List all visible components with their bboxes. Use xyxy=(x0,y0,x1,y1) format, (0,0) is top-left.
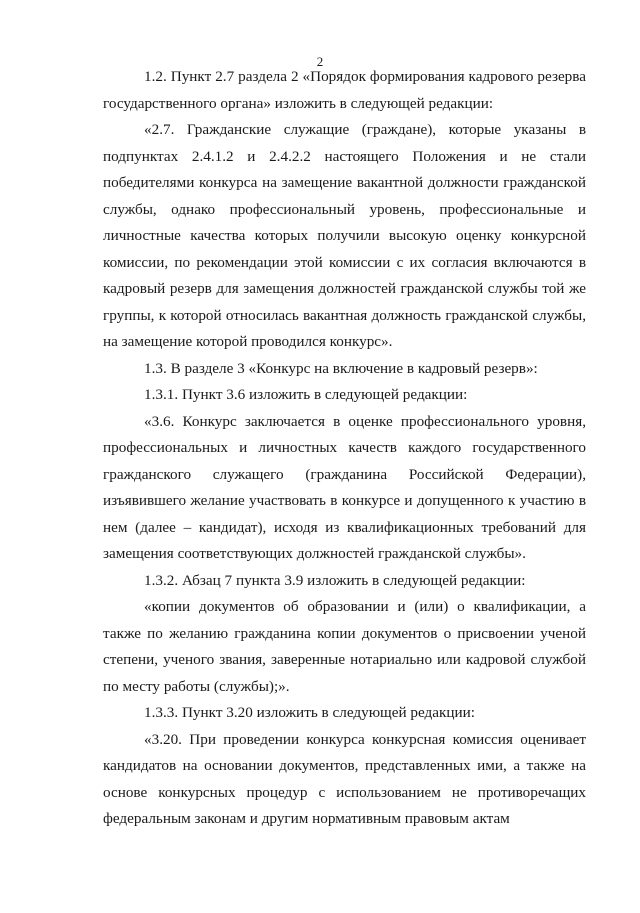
paragraph-1-3-2: 1.3.2. Абзац 7 пункта 3.9 изложить в следующей редакции: xyxy=(144,571,526,589)
paragraph-1-3-1: 1.3.1. Пункт 3.6 изложить в следующей редакции: xyxy=(144,386,468,403)
paragraph-1-2: 1.2. Пункт 2.7 раздела 2 «Порядок формирования кадрового резерва государственного органа» изложить в следующей редакции: xyxy=(103,68,586,112)
paragraph-1-3: 1.3. В разделе 3 «Конкурс на включение в кадровый резерв»: xyxy=(144,359,538,377)
paragraph-3-6-text: «3.6. Конкурс заключается в оценке профессионального уровня, профессиональных и личностных качеств каждого государственного гражданского служащего (гражданина Российской Федерации), изъявившего желание участвовать в конкурсе и допущенного к участию в нем (далее – кандидат), исходя из квалификационных требований для замещения соответствующих должностей гражданской службы». xyxy=(103,412,586,562)
document-body xyxy=(103,64,586,833)
paragraph-2-7-text: «2.7. Гражданские служащие (граждане), которые указаны в подпунктах 2.4.1.2 и 2.4.2.2 настоящего Положения и не стали победителями конкурса на замещение вакантной должности гражданской службы, однако профессиональный уровень, профессиональные и личностные качества которых получили высокую оценку конкурсной комиссии, по рекомендации этой комиссии с их согласия включаются в кадровый резерв для замещения должностей гражданской службы той же группы, к которой относилась вакантная должность гражданской службы, на замещение которой проводился конкурс». xyxy=(103,121,586,350)
page-number: 2 xyxy=(316,54,324,69)
paragraph-3-9-text: «копии документов об образовании и (или) о квалификации, а также по желанию гражданина копии документов о присвоении ученой степени, ученого звания, заверенные нотариально или кадровой службой по месту работы (службы);». xyxy=(103,598,586,695)
paragraph-1-3-3: 1.3.3. Пункт 3.20 изложить в следующей редакции: xyxy=(144,704,475,721)
paragraph-3-20-text: «3.20. При проведении конкурса конкурсная комиссия оценивает кандидатов на основании документов, представленных ими, а также на основе конкурсных процедур с использованием не противоречащих федеральным законам и другим нормативным правовым актам xyxy=(103,730,586,827)
